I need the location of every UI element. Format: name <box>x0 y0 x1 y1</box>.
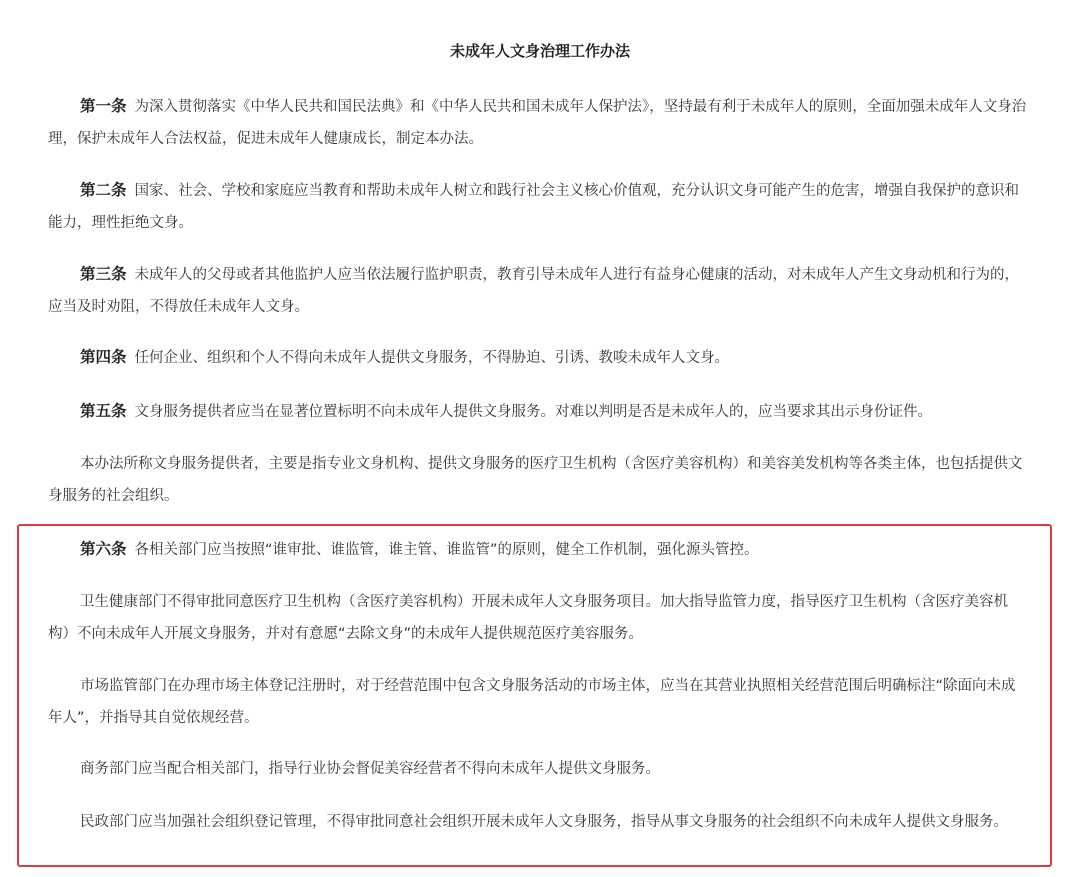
article-2 <box>48 174 1028 239</box>
article-text: 任何企业、组织和个人不得向未成年人提供文身服务，不得胁迫、引诱、教唆未成年人文身。 <box>134 350 730 366</box>
article-5-supplement <box>48 448 1028 512</box>
article-text: 未成年人的父母或者其他监护人应当依法履行监护职责，教育引导未成年人进行有益身心健康的活动，对未成年人产生文身动机和行为的，应当及时劝阻，不得放任未成年人文身。 <box>48 267 1020 315</box>
article-text: 市场监管部门在办理市场主体登记注册时，对于经营范围中包含文身服务活动的市场主体，应当在其营业执照相关经营范围后明确标注“除面向未成年人”，并指导其自觉依规经营。 <box>48 678 1016 726</box>
article-text: 各相关部门应当按照“谁审批、谁监管，谁主管、谁监管”的原则，健全工作机制，强化源头管控。 <box>134 542 759 558</box>
article-label: 第五条 <box>80 402 127 420</box>
article-1 <box>48 90 1028 155</box>
article-6-health <box>48 586 1028 650</box>
article-label: 第二条 <box>80 181 127 199</box>
article-label: 第四条 <box>80 348 127 366</box>
article-text: 为深入贯彻落实《中华人民共和国民法典》和《中华人民共和国未成年人保护法》，坚持最有利于未成年人的原则，全面加强未成年人文身治理，保护未成年人合法权益，促进未成年人健康成长，制定本办法。 <box>48 99 1027 147</box>
article-text: 国家、社会、学校和家庭应当教育和帮助未成年人树立和践行社会主义核心价值观，充分认识文身可能产生的危害，增强自我保护的意识和能力，理性拒绝文身。 <box>48 183 1020 231</box>
document-title: 未成年人文身治理工作办法 <box>449 42 630 60</box>
article-label: 第六条 <box>80 540 127 558</box>
article-text: 本办法所称文身服务提供者，主要是指专业文身机构、提供文身服务的医疗卫生机构（含医疗美容机构）和美容美发机构等各类主体，也包括提供文身服务的社会组织。 <box>48 456 1023 504</box>
article-5 <box>48 395 1028 428</box>
article-6-commerce <box>48 753 1028 785</box>
article-text: 卫生健康部门不得审批同意医疗卫生机构（含医疗美容机构）开展未成年人文身服务项目。加大指导监管力度，指导医疗卫生机构（含医疗美容机构）不向未成年人开展文身服务，并对有意愿“去除文身”的未成年人提供规范医疗美容服务。 <box>48 594 1008 642</box>
article-6 <box>48 533 1028 566</box>
article-text: 商务部门应当配合相关部门，指导行业协会督促美容经营者不得向未成年人提供文身服务。 <box>80 761 660 777</box>
article-4 <box>48 341 1028 374</box>
article-6-civil-affairs <box>48 806 1028 838</box>
article-text: 文身服务提供者应当在显著位置标明不向未成年人提供文身服务。对难以判明是否是未成年人的，应当要求其出示身份证件。 <box>134 404 933 420</box>
article-text: 民政部门应当加强社会组织登记管理，不得审批同意社会组织开展未成年人文身服务，指导从事文身服务的社会组织不向未成年人提供文身服务。 <box>80 814 1008 830</box>
article-label: 第一条 <box>80 97 127 115</box>
article-label: 第三条 <box>80 265 127 283</box>
article-6-market <box>48 670 1028 734</box>
article-3 <box>48 258 1028 323</box>
